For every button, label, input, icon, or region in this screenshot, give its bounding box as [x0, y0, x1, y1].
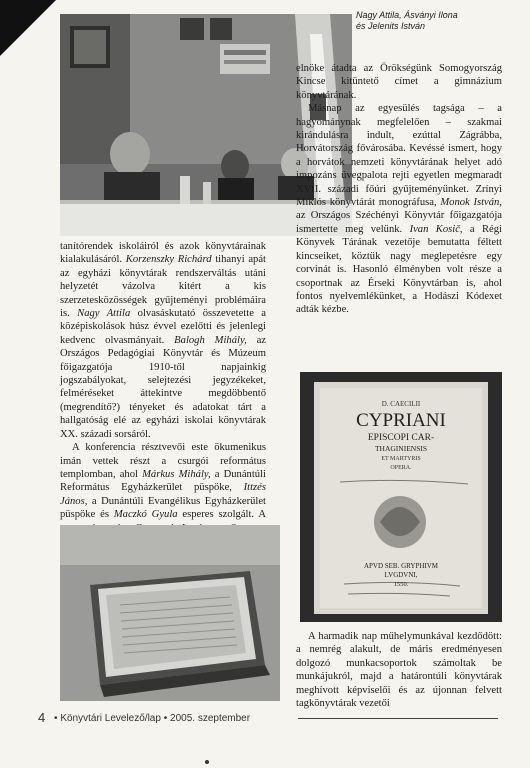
- paragraph-award: elnöke átadta az Örökségünk Somogyország Kincse kitüntető címet a gimnázium könyvtárának.: [296, 63, 502, 101]
- bottom-right-column: [296, 630, 502, 710]
- book-imprint-2: LVGDVNI,: [384, 571, 418, 579]
- person-name: Márkus Mihály,: [142, 468, 211, 480]
- caption-line-1: Nagy Attila, Ásványi Ilona: [356, 10, 458, 20]
- book-title-line-1: D. CAECILII: [381, 400, 421, 408]
- text-segment: tanítórendek iskoláiról és azok könyvtárainak kialakulásáról.: [60, 241, 266, 266]
- book-title-line-2: CYPRIANI: [356, 410, 446, 431]
- person-name: Balogh Mihály,: [174, 334, 247, 346]
- text-segment: az Országos Széchényi Könyvtár főigazgatója ismertette meg velünk.: [296, 210, 502, 235]
- book-title-line-4: THAGINIENSIS: [374, 444, 428, 453]
- page-number: 4: [38, 710, 46, 725]
- person-name: Ivan Kosič,: [409, 223, 463, 235]
- person-name: Ittzés János,: [60, 482, 266, 507]
- book-imprint-1: APVD SEB. GRYPHIVM: [363, 562, 439, 570]
- left-column: [60, 240, 266, 548]
- issue-date: 2005. szeptember: [170, 713, 251, 724]
- text-segment: a Dunántúli Evangélikus Egyházkerület püspöke és: [60, 495, 266, 521]
- text-segment: az Országos Pedagógiai Könyvtár és Múzeum főigazgatója 1910-től napjainkig jogszabályokat, selejtezési jegyzékeket, felméréseket áttekintve megdöbbentő (megrendítő?) tényeket és adatokat tárt a hallgatóság elé az egyházi iskolai könyvtárak XX. századi sorsáról.: [60, 334, 266, 440]
- person-name: Nagy Attila: [77, 308, 131, 320]
- page-footer: [38, 711, 498, 725]
- manuscript-photo: [60, 525, 280, 701]
- paragraph-workshop: A harmadik nap műhelymunkával kezdődött: a nemrég alakult, de máris eredményesen dolgozó munkacsoportok számoltak be munkájukról, majd a határontúli könyvtárak meghívott képviselői és az újonnan felvett tagkönyvtárak vezetői: [296, 631, 502, 710]
- corner-mark: [0, 0, 56, 56]
- text-segment: olvasáskutató összevetette a középiskolások húsz évvel ezelőtti és jelenlegi kedvenc olvasmányait.: [60, 308, 266, 346]
- person-name: Monok István,: [440, 197, 502, 209]
- text-segment: esperes szolgált. A: [182, 509, 266, 521]
- text-segment: A konferencia résztvevői este ökumenikus imán vettek részt a csurgói református templomban, ahol: [60, 442, 266, 480]
- person-name: Korzenszky Richárd: [125, 254, 212, 266]
- caption-line-2: és Jelenits István: [356, 21, 426, 31]
- text-segment: Másnap az egyesülés tagsága – a hagyománynak megfelelően – szakmai kirándulásra indult, ezúttal Zágrábba, Horvátország fővárosába. Kevéssé ismert, hogy a horvátok nemzeti könyvtárának helyet adó impozáns üvegpalota rejti egyetlen megmaradt XVII. századi főúri gyűjteményünket. Zrínyi Miklós könyvtárát monográfusa,: [296, 103, 502, 209]
- person-name: Maczkó Gyula: [113, 509, 178, 521]
- text-segment: tihanyi apát az egyházi könyvtárak rendszerváltás utáni helyzetét vázolva kitért a kis szerzetesközösségek gyűjteményi problémáira is.: [60, 254, 266, 320]
- paragraph-lectures: [60, 240, 266, 441]
- text-segment: a Régi Könyvek Tárának vezetője bemutatta féltett kincseiket, köztük nagy meglepetésre egy corvinát is. Hasonló élményben volt része a csoportnak az Érseki Könyvtárban is, ahol fontos nyelvemlékünket, a Hodászi Kódexet adták kézbe.: [296, 223, 502, 316]
- book-title-line-3: EPISCOPI CAR-: [367, 433, 435, 443]
- text-segment: a Dunántúli Református Egyházkerület püspöke,: [60, 468, 266, 494]
- book-title-line-5: ET MARTYRIS: [381, 456, 421, 462]
- journal-name: Könyvtári Levelező/lap: [60, 713, 161, 724]
- paragraph-excursion: [296, 102, 502, 317]
- right-column: [296, 62, 502, 317]
- book-title-line-6: OPERA.: [390, 465, 412, 471]
- photo-caption: [356, 10, 526, 32]
- bottom-dot: [205, 760, 209, 764]
- book-imprint-3: 1550.: [393, 581, 409, 588]
- footer-rule: [298, 718, 498, 719]
- footer-bullet-2: •: [163, 713, 168, 724]
- book-photo: [300, 372, 502, 622]
- footer-bullet-1: •: [54, 713, 58, 724]
